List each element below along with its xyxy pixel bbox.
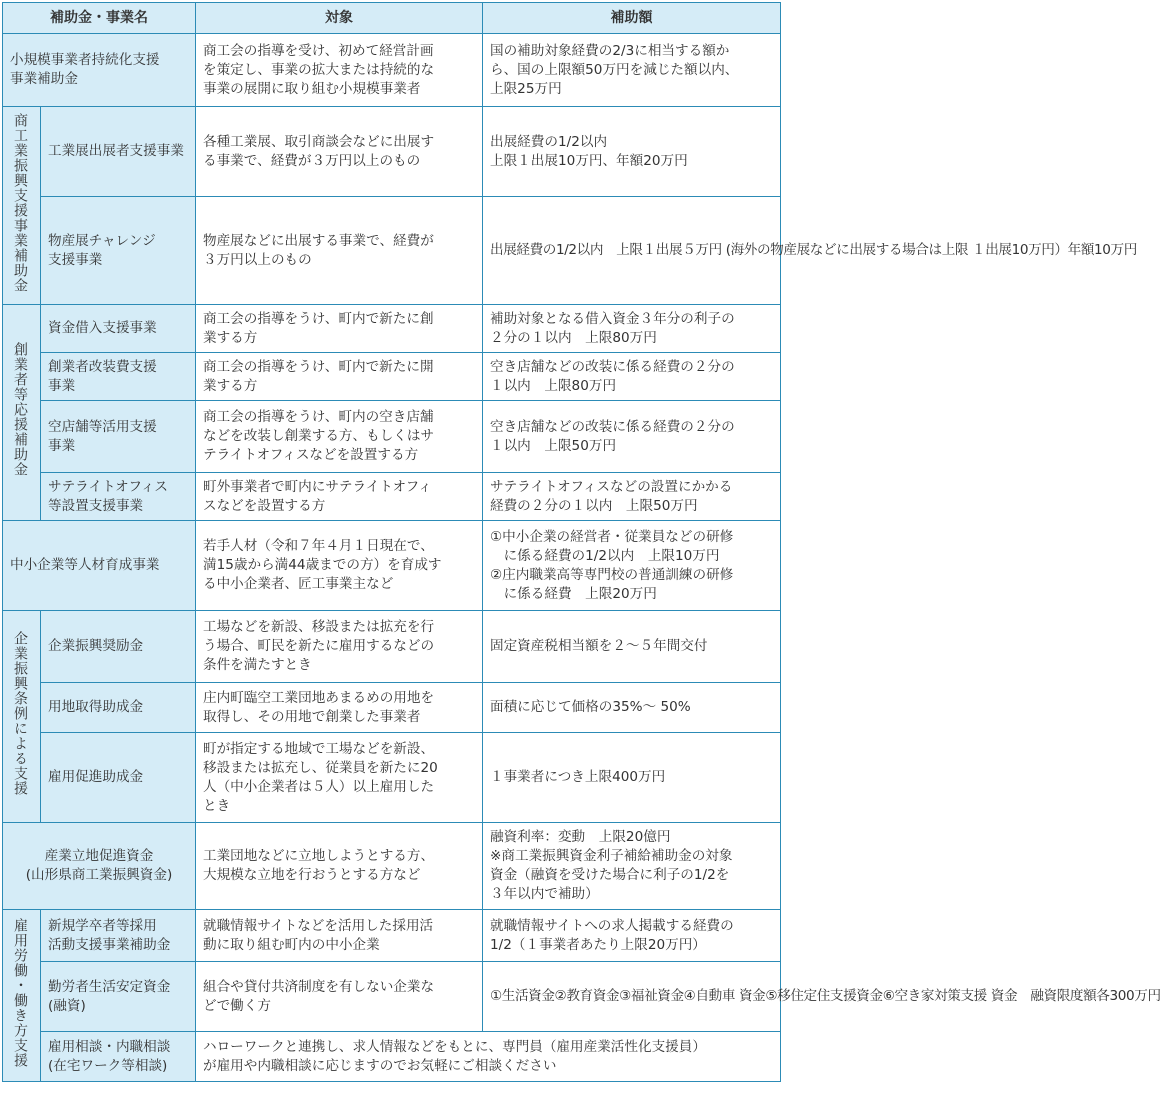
- program-target: 町外事業者で町内にサテライトオフィ スなどを設置する方: [196, 473, 483, 521]
- program-amount: 国の補助対象経費の2/3に相当する額か ら、国の上限額50万円を減じた額以内、 上限25万円: [483, 34, 781, 107]
- program-name: 雇用相談・内職相談 (在宅ワーク等相談): [41, 1032, 196, 1082]
- program-combined: ハローワークと連携し、求人情報などをもとに、専門員（雇用産業活性化支援員） が雇用や内職相談に応じますのでお気軽にご相談ください: [196, 1032, 781, 1082]
- program-target: 就職情報サイトなどを活用した採用活 動に取り組む町内の中小企業: [196, 910, 483, 962]
- program-target: 工場などを新設、移設または拡充を行 う場合、町民を新たに雇用するなどの 条件を満たすとき: [196, 611, 483, 683]
- group-label-commerce: 商工業振興支援事業補助金: [3, 107, 41, 305]
- header-target: 対象: [196, 3, 483, 34]
- program-target: 工業団地などに立地しようとする方、 大規模な立地を行おうとする方など: [196, 823, 483, 910]
- program-name: 資金借入支援事業: [41, 305, 196, 353]
- program-amount: 面積に応じて価格の35%～ 50%: [483, 683, 781, 733]
- table-row: [3, 353, 781, 401]
- group-label-ordinance: 企業振興条例による支援: [3, 611, 41, 823]
- table-row: [3, 1032, 781, 1082]
- program-name: 新規学卒者等採用 活動支援事業補助金: [41, 910, 196, 962]
- program-target: 商工会の指導をうけ、町内の空き店舗 などを改装し創業する方、もしくはサ テライトオフィスなどを設置する方: [196, 401, 483, 473]
- program-amount: 出展経費の1/2以内 上限１出展５万円 (海外の物産展などに出展する場合は上限 １出展10万円）年額10万円: [483, 197, 781, 305]
- program-target: 各種工業展、取引商談会などに出展す る事業で、経費が３万円以上のもの: [196, 107, 483, 197]
- table-row: [3, 683, 781, 733]
- program-amount: 固定資産税相当額を２～５年間交付: [483, 611, 781, 683]
- table-row: [3, 962, 781, 1032]
- program-amount: ①生活資金②教育資金③福祉資金④自動車 資金⑤移住定住支援資金⑥空き家対策支援 資金 融資限度額各300万円: [483, 962, 781, 1032]
- program-name: 物産展チャレンジ 支援事業: [41, 197, 196, 305]
- program-target: 町が指定する地域で工場などを新設、 移設または拡充し、従業員を新たに20 人（中小企業者は５人）以上雇用した とき: [196, 733, 483, 823]
- program-name: 勤労者生活安定資金 (融資): [41, 962, 196, 1032]
- program-target: 商工会の指導をうけ、町内で新たに開 業する方: [196, 353, 483, 401]
- program-name: 雇用促進助成金: [41, 733, 196, 823]
- subsidy-table: [2, 2, 1161, 1082]
- program-name: 中小企業等人材育成事業: [3, 521, 196, 611]
- table-row: [3, 473, 781, 521]
- table-row: [3, 197, 781, 305]
- program-name: サテライトオフィス 等設置支援事業: [41, 473, 196, 521]
- program-target: 商工会の指導を受け、初めて経営計画 を策定し、事業の拡大または持続的な 事業の展開に取り組む小規模事業者: [196, 34, 483, 107]
- program-target: 若手人材（令和７年４月１日現在で、 満15歳から満44歳までの方）を育成す る中小企業者、匠工事業主など: [196, 521, 483, 611]
- table-row: [3, 611, 781, 683]
- header-name: 補助金・事業名: [3, 3, 196, 34]
- group-label-employment: 雇用労働・働き方支援: [3, 910, 41, 1082]
- program-amount: サテライトオフィスなどの設置にかかる 経費の２分の１以内 上限50万円: [483, 473, 781, 521]
- program-target: 物産展などに出展する事業で、経費が ３万円以上のもの: [196, 197, 483, 305]
- table-row: [3, 401, 781, 473]
- table-row: [3, 823, 781, 910]
- program-amount: 空き店舗などの改装に係る経費の２分の １以内 上限50万円: [483, 401, 781, 473]
- program-target: 庄内町臨空工業団地あまるめの用地を 取得し、その用地で創業した事業者: [196, 683, 483, 733]
- program-amount: 空き店舗などの改装に係る経費の２分の １以内 上限80万円: [483, 353, 781, 401]
- program-amount: 出展経費の1/2以内 上限１出展10万円、年額20万円: [483, 107, 781, 197]
- group-label-startup: 創業者等応援補助金: [3, 305, 41, 521]
- program-amount: １事業者につき上限400万円: [483, 733, 781, 823]
- program-name: 企業振興奨励金: [41, 611, 196, 683]
- program-amount: ①中小企業の経営者・従業員などの研修 に係る経費の1/2以内 上限10万円 ②庄内職業高等専門校の普通訓練の研修 に係る経費 上限20万円: [483, 521, 781, 611]
- program-amount: 補助対象となる借入資金３年分の利子の ２分の１以内 上限80万円: [483, 305, 781, 353]
- table-row: [3, 733, 781, 823]
- program-target: 商工会の指導をうけ、町内で新たに創 業する方: [196, 305, 483, 353]
- program-amount: 就職情報サイトへの求人掲載する経費の 1/2（１事業者あたり上限20万円）: [483, 910, 781, 962]
- table-row: [3, 305, 781, 353]
- header-row: [3, 3, 781, 34]
- program-name: 工業展出展者支援事業: [41, 107, 196, 197]
- table-row: [3, 910, 781, 962]
- program-name: 空店舗等活用支援 事業: [41, 401, 196, 473]
- program-amount: 融資利率：変動 上限20億円 ※商工業振興資金利子補給補助金の対象 資金（融資を受けた場合に利子の1/2を ３年以内で補助）: [483, 823, 781, 910]
- program-name: 小規模事業者持続化支援 事業補助金: [3, 34, 196, 107]
- table-row: [3, 521, 781, 611]
- program-name: 用地取得助成金: [41, 683, 196, 733]
- program-name: 産業立地促進資金 (山形県商工業振興資金): [3, 823, 196, 910]
- program-name: 創業者改装費支援 事業: [41, 353, 196, 401]
- table-row: [3, 107, 781, 197]
- program-target: 組合や貸付共済制度を有しない企業な どで働く方: [196, 962, 483, 1032]
- header-amount: 補助額: [483, 3, 781, 34]
- table-row: [3, 34, 781, 107]
